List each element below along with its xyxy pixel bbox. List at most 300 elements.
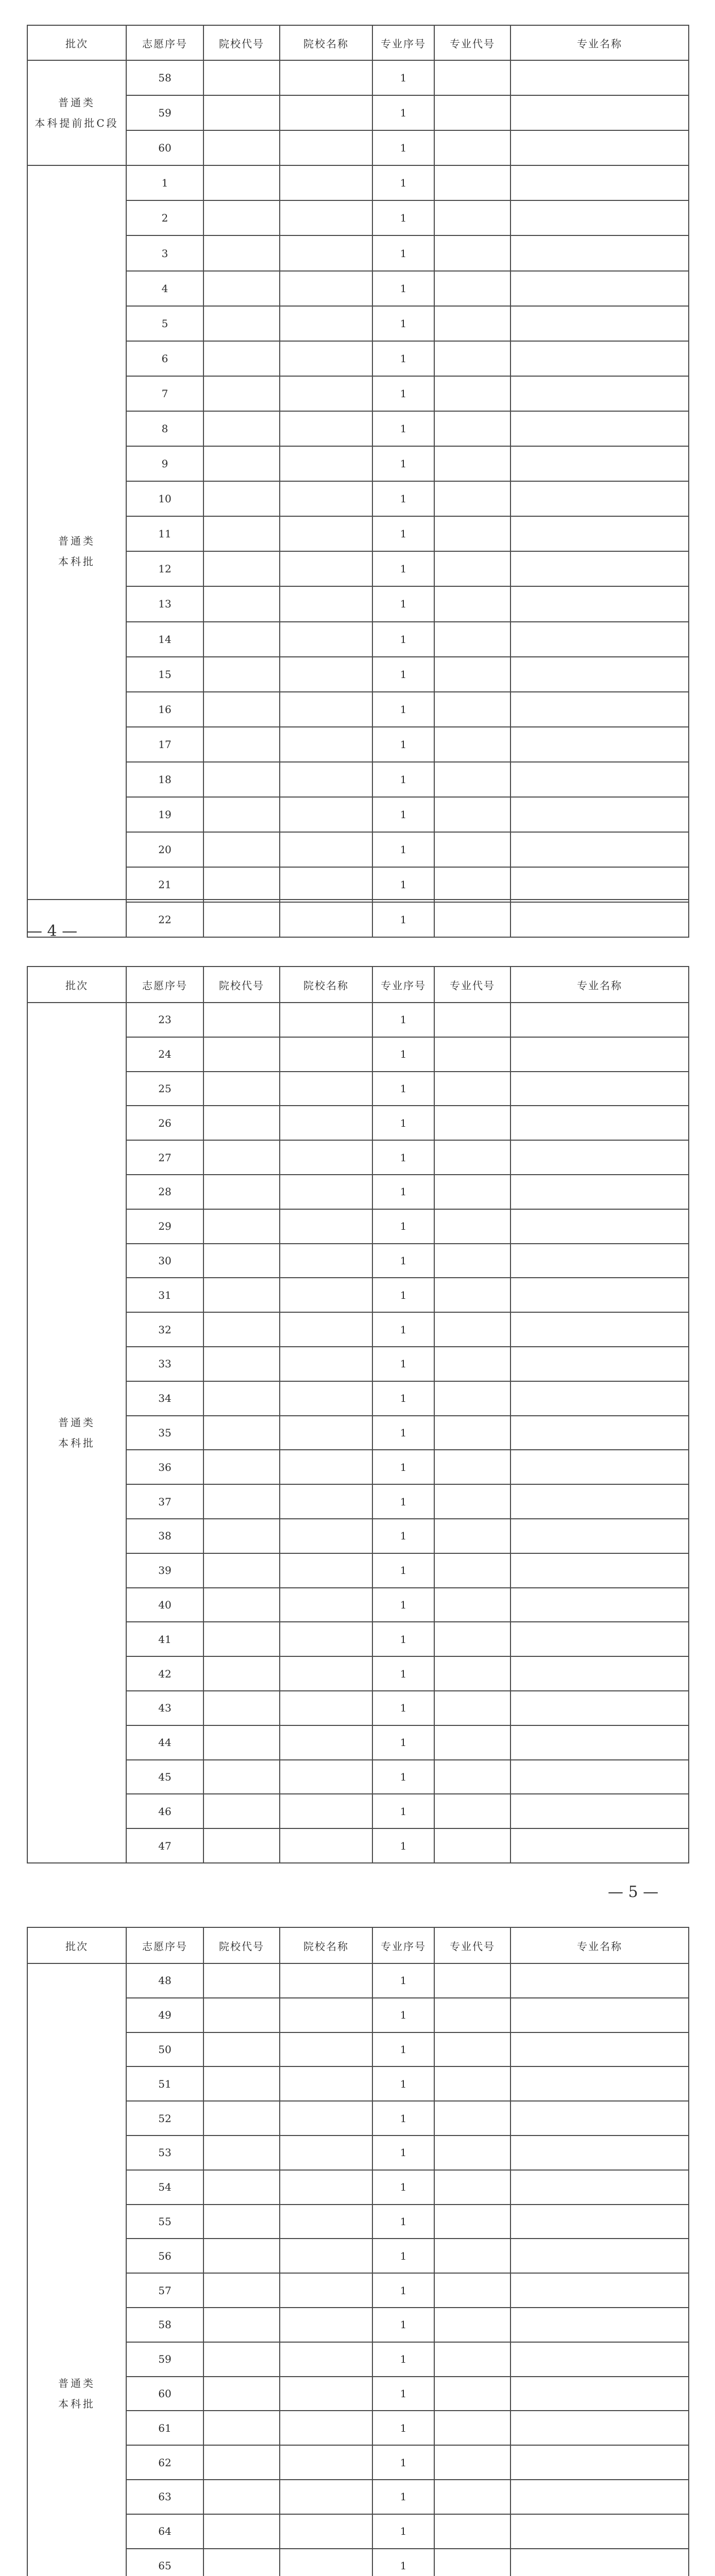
major-name-field[interactable] — [510, 867, 689, 902]
school-code-field[interactable] — [203, 95, 280, 130]
school-name-field[interactable] — [280, 1553, 372, 1588]
major-name-field[interactable] — [510, 1588, 689, 1622]
major-name-field[interactable] — [510, 1209, 689, 1244]
school-code-field[interactable] — [203, 271, 280, 306]
school-code-field[interactable] — [203, 1106, 280, 1140]
school-name-field[interactable] — [280, 797, 372, 832]
school-name-field[interactable] — [280, 2239, 372, 2273]
school-code-field[interactable] — [203, 1140, 280, 1175]
major-name-field[interactable] — [510, 2273, 689, 2308]
school-name-field[interactable] — [280, 306, 372, 341]
school-name-field[interactable] — [280, 727, 372, 762]
major-name-field[interactable] — [510, 2066, 689, 2101]
major-code-field[interactable] — [434, 1416, 510, 1450]
major-code-field[interactable] — [434, 165, 510, 200]
major-name-field[interactable] — [510, 165, 689, 200]
major-name-field[interactable] — [510, 1553, 689, 1588]
school-code-field[interactable] — [203, 2273, 280, 2308]
major-code-field[interactable] — [434, 2273, 510, 2308]
major-name-field[interactable] — [510, 1140, 689, 1175]
major-name-field[interactable] — [510, 586, 689, 621]
school-code-field[interactable] — [203, 2032, 280, 2067]
school-code-field[interactable] — [203, 1381, 280, 1416]
major-code-field[interactable] — [434, 2205, 510, 2239]
major-code-field[interactable] — [434, 1278, 510, 1312]
school-name-field[interactable] — [280, 165, 372, 200]
school-code-field[interactable] — [203, 657, 280, 692]
school-name-field[interactable] — [280, 1209, 372, 1244]
page-divider — [27, 1862, 688, 1863]
major-no-cell: 1 — [372, 2480, 434, 2514]
major-code-field[interactable] — [434, 622, 510, 657]
major-no-cell: 1 — [372, 1381, 434, 1416]
school-name-field[interactable] — [280, 2480, 372, 2514]
school-name-field[interactable] — [280, 2514, 372, 2549]
major-code-field[interactable] — [434, 376, 510, 411]
major-name-field[interactable] — [510, 1347, 689, 1381]
school-name-field[interactable] — [280, 516, 372, 551]
school-code-field[interactable] — [203, 2205, 280, 2239]
major-code-field[interactable] — [434, 1209, 510, 1244]
major-name-field[interactable] — [510, 762, 689, 797]
major-code-field[interactable] — [434, 1794, 510, 1828]
school-name-field[interactable] — [280, 1381, 372, 1416]
major-name-field[interactable] — [510, 376, 689, 411]
school-code-field[interactable] — [203, 902, 280, 937]
major-code-field[interactable] — [434, 1656, 510, 1691]
major-code-field[interactable] — [434, 1484, 510, 1519]
school-code-field[interactable] — [203, 1828, 280, 1863]
school-code-field[interactable] — [203, 1760, 280, 1794]
school-code-field[interactable] — [203, 586, 280, 621]
school-code-field[interactable] — [203, 1175, 280, 1209]
major-name-field[interactable] — [510, 797, 689, 832]
major-code-field[interactable] — [434, 1760, 510, 1794]
major-code-field[interactable] — [434, 1381, 510, 1416]
school-code-field[interactable] — [203, 165, 280, 200]
major-code-field[interactable] — [434, 692, 510, 727]
major-name-field[interactable] — [510, 2342, 689, 2377]
major-name-field[interactable] — [510, 200, 689, 235]
school-name-field[interactable] — [280, 1072, 372, 1106]
school-code-field[interactable] — [203, 2066, 280, 2101]
major-no-cell: 1 — [372, 1278, 434, 1312]
major-name-field[interactable] — [510, 2239, 689, 2273]
school-code-field[interactable] — [203, 1450, 280, 1484]
major-code-field[interactable] — [434, 2549, 510, 2576]
school-name-field[interactable] — [280, 2066, 372, 2101]
major-name-field[interactable] — [510, 1794, 689, 1828]
school-code-field[interactable] — [203, 1963, 280, 1998]
major-code-field[interactable] — [434, 2101, 510, 2136]
major-code-field[interactable] — [434, 1072, 510, 1106]
major-code-field[interactable] — [434, 2032, 510, 2067]
school-code-field[interactable] — [203, 1244, 280, 1278]
school-name-field[interactable] — [280, 1828, 372, 1863]
school-name-field[interactable] — [280, 902, 372, 937]
major-name-field[interactable] — [510, 1106, 689, 1140]
major-code-field[interactable] — [434, 1106, 510, 1140]
school-name-field[interactable] — [280, 446, 372, 481]
school-code-field[interactable] — [203, 235, 280, 270]
major-name-field[interactable] — [510, 306, 689, 341]
major-name-field[interactable] — [510, 551, 689, 586]
school-code-field[interactable] — [203, 832, 280, 867]
school-name-field[interactable] — [280, 2308, 372, 2342]
school-code-field[interactable] — [203, 2377, 280, 2411]
major-name-field[interactable] — [510, 271, 689, 306]
major-name-field[interactable] — [510, 2480, 689, 2514]
major-name-field[interactable] — [510, 1244, 689, 1278]
school-name-field[interactable] — [280, 411, 372, 446]
major-code-field[interactable] — [434, 551, 510, 586]
school-name-field[interactable] — [280, 1312, 372, 1347]
school-code-field[interactable] — [203, 2480, 280, 2514]
school-code-field[interactable] — [203, 376, 280, 411]
major-name-field[interactable] — [510, 60, 689, 95]
major-name-field[interactable] — [510, 2514, 689, 2549]
page-number: — 4 — — [27, 922, 78, 940]
major-name-field[interactable] — [510, 481, 689, 516]
school-code-field[interactable] — [203, 1794, 280, 1828]
major-code-field[interactable] — [434, 797, 510, 832]
major-code-field[interactable] — [434, 60, 510, 95]
major-code-field[interactable] — [434, 1347, 510, 1381]
school-name-field[interactable] — [280, 341, 372, 376]
volunteer-no-cell: 31 — [126, 1278, 203, 1312]
major-name-field[interactable] — [510, 2445, 689, 2480]
school-name-field[interactable] — [280, 2032, 372, 2067]
major-name-field[interactable] — [510, 235, 689, 270]
major-code-field[interactable] — [434, 586, 510, 621]
school-code-field[interactable] — [203, 1278, 280, 1312]
school-name-field[interactable] — [280, 1760, 372, 1794]
school-code-field[interactable] — [203, 1588, 280, 1622]
school-name-field[interactable] — [280, 1725, 372, 1760]
major-code-field[interactable] — [434, 2308, 510, 2342]
school-name-field[interactable] — [280, 271, 372, 306]
major-code-field[interactable] — [434, 2342, 510, 2377]
school-code-field[interactable] — [203, 622, 280, 657]
school-name-field[interactable] — [280, 1794, 372, 1828]
major-no-cell: 1 — [372, 622, 434, 657]
school-code-field[interactable] — [203, 1725, 280, 1760]
major-name-field[interactable] — [510, 1656, 689, 1691]
school-name-field[interactable] — [280, 1691, 372, 1725]
school-code-field[interactable] — [203, 130, 280, 165]
school-code-field[interactable] — [203, 2136, 280, 2170]
school-name-field[interactable] — [280, 376, 372, 411]
major-code-field[interactable] — [434, 235, 510, 270]
table-row — [27, 2549, 689, 2576]
major-name-field[interactable] — [510, 657, 689, 692]
major-code-field[interactable] — [434, 1553, 510, 1588]
school-name-field[interactable] — [280, 1416, 372, 1450]
volunteer-no-cell: 43 — [126, 1691, 203, 1725]
school-code-field[interactable] — [203, 762, 280, 797]
school-name-field[interactable] — [280, 1484, 372, 1519]
school-code-field[interactable] — [203, 516, 280, 551]
major-code-field[interactable] — [434, 271, 510, 306]
school-code-field[interactable] — [203, 867, 280, 902]
school-name-field[interactable] — [280, 692, 372, 727]
major-code-field[interactable] — [434, 1725, 510, 1760]
school-code-field[interactable] — [203, 2308, 280, 2342]
table-row — [27, 727, 689, 762]
school-name-field[interactable] — [280, 481, 372, 516]
major-code-field[interactable] — [434, 446, 510, 481]
school-name-field[interactable] — [280, 1106, 372, 1140]
major-code-field[interactable] — [434, 1140, 510, 1175]
school-code-field[interactable] — [203, 2342, 280, 2377]
major-name-field[interactable] — [510, 1760, 689, 1794]
major-name-field[interactable] — [510, 1519, 689, 1553]
school-name-field[interactable] — [280, 1656, 372, 1691]
school-name-field[interactable] — [280, 762, 372, 797]
major-code-field[interactable] — [434, 481, 510, 516]
school-name-field[interactable] — [280, 551, 372, 586]
major-code-field[interactable] — [434, 411, 510, 446]
school-code-field[interactable] — [203, 446, 280, 481]
table-row — [27, 2066, 689, 2101]
major-code-field[interactable] — [434, 1312, 510, 1347]
school-name-field[interactable] — [280, 2170, 372, 2205]
major-code-field[interactable] — [434, 1963, 510, 1998]
volunteer-no-cell: 65 — [126, 2549, 203, 2576]
volunteer-no-cell: 17 — [126, 727, 203, 762]
major-code-field[interactable] — [434, 2170, 510, 2205]
major-name-field[interactable] — [510, 2101, 689, 2136]
school-code-field[interactable] — [203, 2445, 280, 2480]
major-name-field[interactable] — [510, 1725, 689, 1760]
major-name-field[interactable] — [510, 1963, 689, 1998]
school-name-field[interactable] — [280, 1450, 372, 1484]
major-code-field[interactable] — [434, 341, 510, 376]
major-name-field[interactable] — [510, 516, 689, 551]
school-code-field[interactable] — [203, 797, 280, 832]
major-name-field[interactable] — [510, 2136, 689, 2170]
school-code-field[interactable] — [203, 1003, 280, 1037]
school-code-field[interactable] — [203, 1209, 280, 1244]
major-name-field[interactable] — [510, 1003, 689, 1037]
major-name-field[interactable] — [510, 1691, 689, 1725]
volunteer-no-cell: 61 — [126, 2411, 203, 2445]
major-code-field[interactable] — [434, 2239, 510, 2273]
major-name-field[interactable] — [510, 622, 689, 657]
major-code-field[interactable] — [434, 2411, 510, 2445]
major-code-field[interactable] — [434, 1828, 510, 1863]
major-name-field[interactable] — [510, 1998, 689, 2032]
major-name-field[interactable] — [510, 2549, 689, 2576]
school-name-field[interactable] — [280, 867, 372, 902]
school-name-field[interactable] — [280, 1519, 372, 1553]
major-code-field[interactable] — [434, 1244, 510, 1278]
school-code-field[interactable] — [203, 341, 280, 376]
major-code-field[interactable] — [434, 1622, 510, 1656]
major-code-field[interactable] — [434, 95, 510, 130]
school-name-field[interactable] — [280, 1037, 372, 1072]
school-name-field[interactable] — [280, 95, 372, 130]
school-name-field[interactable] — [280, 130, 372, 165]
header-volunteer-no: 志愿序号 — [126, 967, 203, 1003]
volunteer-table — [27, 25, 689, 938]
table-row — [27, 2411, 689, 2445]
school-code-field[interactable] — [203, 1519, 280, 1553]
major-code-field[interactable] — [434, 1519, 510, 1553]
school-name-field[interactable] — [280, 657, 372, 692]
major-code-field[interactable] — [434, 1998, 510, 2032]
major-name-field[interactable] — [510, 832, 689, 867]
school-code-field[interactable] — [203, 2514, 280, 2549]
school-code-field[interactable] — [203, 200, 280, 235]
major-code-field[interactable] — [434, 902, 510, 937]
major-code-field[interactable] — [434, 130, 510, 165]
school-code-field[interactable] — [203, 1416, 280, 1450]
school-name-field[interactable] — [280, 1003, 372, 1037]
major-code-field[interactable] — [434, 1691, 510, 1725]
major-code-field[interactable] — [434, 1175, 510, 1209]
volunteer-no-cell: 53 — [126, 2136, 203, 2170]
major-code-field[interactable] — [434, 1588, 510, 1622]
school-name-field[interactable] — [280, 622, 372, 657]
header-major-no: 专业序号 — [372, 967, 434, 1003]
school-code-field[interactable] — [203, 411, 280, 446]
major-code-field[interactable] — [434, 2445, 510, 2480]
school-code-field[interactable] — [203, 2101, 280, 2136]
major-name-field[interactable] — [510, 1484, 689, 1519]
major-code-field[interactable] — [434, 200, 510, 235]
school-code-field[interactable] — [203, 1037, 280, 1072]
major-code-field[interactable] — [434, 2514, 510, 2549]
school-code-field[interactable] — [203, 306, 280, 341]
school-name-field[interactable] — [280, 2101, 372, 2136]
school-code-field[interactable] — [203, 1691, 280, 1725]
major-name-field[interactable] — [510, 1828, 689, 1863]
school-code-field[interactable] — [203, 551, 280, 586]
major-code-field[interactable] — [434, 306, 510, 341]
school-name-field[interactable] — [280, 2273, 372, 2308]
major-name-field[interactable] — [510, 1312, 689, 1347]
school-code-field[interactable] — [203, 1656, 280, 1691]
major-code-field[interactable] — [434, 2377, 510, 2411]
major-name-field[interactable] — [510, 2170, 689, 2205]
school-name-field[interactable] — [280, 60, 372, 95]
school-name-field[interactable] — [280, 2445, 372, 2480]
major-name-field[interactable] — [510, 727, 689, 762]
school-name-field[interactable] — [280, 2377, 372, 2411]
school-name-field[interactable] — [280, 832, 372, 867]
major-name-field[interactable] — [510, 1416, 689, 1450]
major-no-cell: 1 — [372, 2170, 434, 2205]
school-name-field[interactable] — [280, 1278, 372, 1312]
major-code-field[interactable] — [434, 832, 510, 867]
school-code-field[interactable] — [203, 1484, 280, 1519]
school-code-field[interactable] — [203, 2170, 280, 2205]
school-name-field[interactable] — [280, 1588, 372, 1622]
major-no-cell: 1 — [372, 1828, 434, 1863]
table-row — [27, 1963, 689, 1998]
school-name-field[interactable] — [280, 2136, 372, 2170]
major-code-field[interactable] — [434, 867, 510, 902]
major-name-field[interactable] — [510, 2205, 689, 2239]
major-name-field[interactable] — [510, 1037, 689, 1072]
major-no-cell: 1 — [372, 341, 434, 376]
school-code-field[interactable] — [203, 1998, 280, 2032]
school-name-field[interactable] — [280, 1244, 372, 1278]
major-code-field[interactable] — [434, 1003, 510, 1037]
major-name-field[interactable] — [510, 1175, 689, 1209]
major-code-field[interactable] — [434, 657, 510, 692]
school-code-field[interactable] — [203, 1347, 280, 1381]
batch-name: 本科提前批C段 — [35, 117, 119, 130]
major-name-field[interactable] — [510, 2032, 689, 2067]
major-code-field[interactable] — [434, 516, 510, 551]
school-name-field[interactable] — [280, 2205, 372, 2239]
school-code-field[interactable] — [203, 1622, 280, 1656]
school-name-field[interactable] — [280, 1175, 372, 1209]
major-name-field[interactable] — [510, 1278, 689, 1312]
school-code-field[interactable] — [203, 1553, 280, 1588]
major-name-field[interactable] — [510, 130, 689, 165]
school-code-field[interactable] — [203, 60, 280, 95]
major-name-field[interactable] — [510, 1622, 689, 1656]
school-name-field[interactable] — [280, 2549, 372, 2576]
school-code-field[interactable] — [203, 692, 280, 727]
major-name-field[interactable] — [510, 1450, 689, 1484]
school-name-field[interactable] — [280, 586, 372, 621]
school-name-field[interactable] — [280, 2342, 372, 2377]
school-name-field[interactable] — [280, 1998, 372, 2032]
major-name-field[interactable] — [510, 411, 689, 446]
major-code-field[interactable] — [434, 1450, 510, 1484]
major-name-field[interactable] — [510, 902, 689, 937]
table-row — [27, 586, 689, 621]
major-code-field[interactable] — [434, 762, 510, 797]
school-name-field[interactable] — [280, 1347, 372, 1381]
major-name-field[interactable] — [510, 1381, 689, 1416]
major-name-field[interactable] — [510, 2411, 689, 2445]
major-code-field[interactable] — [434, 2066, 510, 2101]
major-name-field[interactable] — [510, 2308, 689, 2342]
school-code-field[interactable] — [203, 1072, 280, 1106]
major-no-cell: 1 — [372, 1519, 434, 1553]
major-no-cell: 1 — [372, 2377, 434, 2411]
major-name-field[interactable] — [510, 692, 689, 727]
school-code-field[interactable] — [203, 2239, 280, 2273]
major-name-field[interactable] — [510, 95, 689, 130]
school-name-field[interactable] — [280, 1140, 372, 1175]
major-code-field[interactable] — [434, 1037, 510, 1072]
school-name-field[interactable] — [280, 1622, 372, 1656]
school-code-field[interactable] — [203, 2411, 280, 2445]
school-code-field[interactable] — [203, 727, 280, 762]
school-name-field[interactable] — [280, 1963, 372, 1998]
school-code-field[interactable] — [203, 1312, 280, 1347]
major-name-field[interactable] — [510, 341, 689, 376]
school-code-field[interactable] — [203, 2549, 280, 2576]
major-code-field[interactable] — [434, 2136, 510, 2170]
major-name-field[interactable] — [510, 446, 689, 481]
major-code-field[interactable] — [434, 2480, 510, 2514]
major-name-field[interactable] — [510, 1072, 689, 1106]
school-name-field[interactable] — [280, 2411, 372, 2445]
major-name-field[interactable] — [510, 2377, 689, 2411]
header-major-no: 专业序号 — [372, 25, 434, 60]
school-code-field[interactable] — [203, 481, 280, 516]
major-code-field[interactable] — [434, 727, 510, 762]
school-name-field[interactable] — [280, 235, 372, 270]
school-name-field[interactable] — [280, 200, 372, 235]
